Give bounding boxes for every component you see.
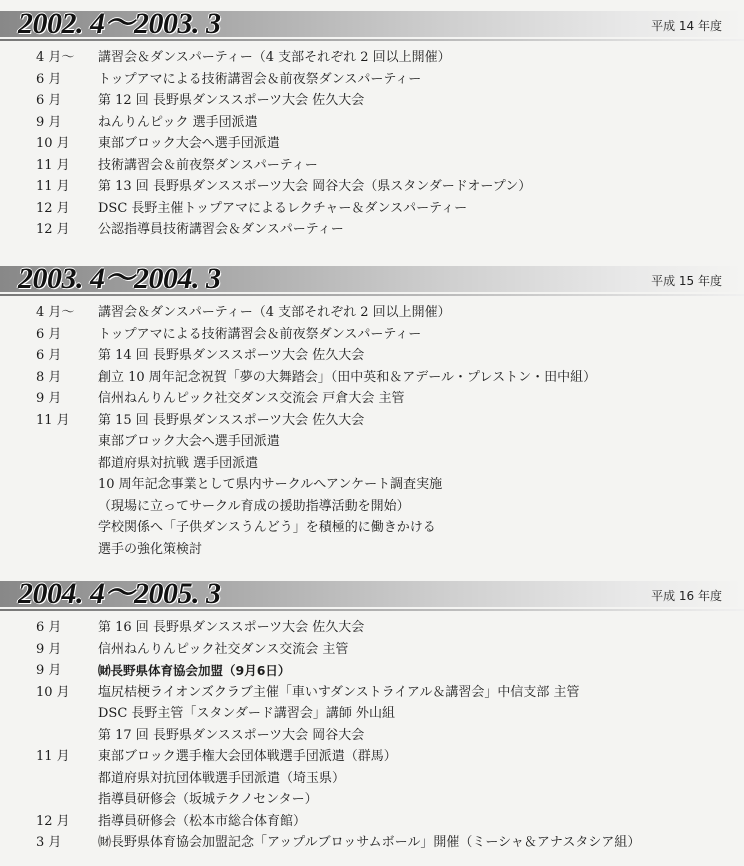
event-row: [0, 431, 744, 453]
section-title: 2003. 4～2004. 3: [18, 262, 221, 295]
event-row: [0, 703, 744, 725]
event-month: 9 月: [36, 663, 62, 678]
event-row: [0, 69, 744, 91]
event-row: [0, 388, 744, 410]
era-label: 平成 16 年度: [651, 589, 722, 603]
event-row: [0, 682, 744, 704]
event-month: 9 月: [36, 641, 62, 657]
event-description: 第 16 回 長野県ダンススポーツ大会 佐久大会: [98, 620, 365, 635]
event-row: [0, 47, 744, 69]
event-description: 第 15 回 長野県ダンススポーツ大会 佐久大会: [98, 412, 365, 428]
event-description: DSC 長野主催トップアマによるレクチャー＆ダンスパーティー: [98, 200, 468, 216]
event-month: 12 月: [36, 200, 70, 216]
event-row: [0, 453, 744, 475]
event-description: 東部ブロック大会へ選手団派遣: [98, 136, 280, 151]
event-description: 信州ねんりんピック社交ダンス交流会 主管: [98, 641, 349, 657]
event-row: [0, 90, 744, 112]
era-label: 平成 14 年度: [651, 19, 722, 33]
event-month: 12 月: [36, 813, 70, 829]
era-label: 平成 15 年度: [651, 274, 722, 288]
event-month: 10 月: [36, 684, 70, 700]
event-month: 4 月～: [36, 50, 75, 65]
event-row: [0, 517, 744, 539]
event-month: 10 月: [36, 136, 70, 151]
event-row: [0, 219, 744, 241]
event-month: 9 月: [36, 114, 62, 130]
event-description: 第 12 回 長野県ダンススポーツ大会 佐久大会: [98, 93, 365, 108]
year-section: [0, 255, 744, 560]
event-row: [0, 539, 744, 561]
event-month: 6 月: [36, 620, 62, 635]
event-month: 6 月: [36, 93, 62, 108]
event-description: 都道府県対抗戦 選手団派遣: [98, 455, 259, 471]
event-description: 都道府県対抗団体戦選手団派遣（埼玉県）: [98, 770, 346, 786]
event-description: ㈶長野県体育協会加盟記念「アップルブロッサムボール」開催（ミーシャ＆アナスタシア組）: [98, 835, 641, 850]
event-month: 11 月: [36, 412, 70, 428]
event-description: 公認指導員技術講習会＆ダンスパーティー: [98, 222, 344, 237]
event-month: 6 月: [36, 348, 62, 363]
event-month: 8 月: [36, 369, 62, 385]
section-header: [0, 570, 744, 610]
event-row: [0, 474, 744, 496]
event-month: 4 月～: [36, 305, 75, 320]
event-row: [0, 746, 744, 768]
event-row: [0, 112, 744, 134]
event-description: ねんりんピック 選手団派遣: [98, 114, 258, 130]
event-row: [0, 725, 744, 747]
event-list: [0, 302, 744, 560]
event-row: [0, 345, 744, 367]
event-row: [0, 617, 744, 639]
event-month: 12 月: [36, 222, 70, 237]
event-row: [0, 832, 744, 854]
event-row: [0, 410, 744, 432]
event-list: [0, 617, 744, 854]
event-description: 技術講習会＆前夜祭ダンスパーティー: [98, 157, 318, 173]
event-description: 塩尻桔梗ライオンズクラブ主催「車いすダンストライアル＆講習会」中信支部 主管: [98, 684, 580, 700]
event-description: 第 14 回 長野県ダンススポーツ大会 佐久大会: [98, 348, 365, 363]
section-header: [0, 0, 744, 40]
event-month: 6 月: [36, 326, 62, 342]
event-month: 3 月: [36, 835, 62, 850]
section-header: [0, 255, 744, 295]
event-row: [0, 198, 744, 220]
event-row: [0, 176, 744, 198]
event-description: DSC 長野主管「スタンダード講習会」講師 外山組: [98, 706, 396, 721]
event-month: 11 月: [36, 179, 70, 194]
event-description: 講習会＆ダンスパーティー（4 支部それぞれ 2 回以上開催）: [98, 50, 451, 65]
event-description: 第 17 回 長野県ダンススポーツ大会 岡谷大会: [98, 727, 365, 743]
event-list: [0, 47, 744, 241]
event-description: 10 周年記念事業として県内サークルへアンケート調査実施: [98, 477, 443, 492]
section-title: 2002. 4～2003. 3: [18, 7, 221, 40]
event-month: 11 月: [36, 157, 70, 173]
year-section: [0, 0, 744, 241]
event-row: [0, 660, 744, 682]
event-description: 第 13 回 長野県ダンススポーツ大会 岡谷大会（県スタンダードオープン）: [98, 179, 532, 194]
event-description: 指導員研修会（松本市総合体育館）: [98, 813, 307, 829]
event-month: 9 月: [36, 391, 62, 406]
event-row: [0, 811, 744, 833]
event-description: 東部ブロック選手権大会団体戦選手団派遣（群馬）: [98, 749, 397, 764]
event-description: トップアマによる技術講習会＆前夜祭ダンスパーティー: [98, 71, 422, 87]
year-section: [0, 570, 744, 854]
event-row: [0, 155, 744, 177]
event-description: （現場に立ってサークル育成の援助指導活動を開始）: [98, 498, 410, 514]
event-description: 講習会＆ダンスパーティー（4 支部それぞれ 2 回以上開催）: [98, 305, 451, 320]
event-description: 指導員研修会（坂城テクノセンター）: [98, 792, 318, 807]
event-description: 学校関係へ「子供ダンスうんどう」を積極的に働きかける: [98, 520, 436, 535]
event-row: [0, 789, 744, 811]
event-month: 6 月: [36, 71, 62, 87]
event-description: 信州ねんりんピック社交ダンス交流会 戸倉大会 主管: [98, 391, 405, 406]
event-row: [0, 367, 744, 389]
event-month: 11 月: [36, 749, 70, 764]
event-description: 選手の強化策検討: [98, 541, 203, 557]
event-row: [0, 768, 744, 790]
section-title: 2004. 4～2005. 3: [18, 577, 221, 610]
event-row: [0, 302, 744, 324]
event-row: [0, 133, 744, 155]
event-row: [0, 639, 744, 661]
event-description: 創立 10 周年記念祝賀「夢の大舞踏会」（田中英和＆アデール・プレストン・田中組）: [98, 369, 597, 385]
event-description: ㈶長野県体育協会加盟（9月6日）: [98, 663, 291, 678]
event-row: [0, 496, 744, 518]
event-row: [0, 324, 744, 346]
event-description: トップアマによる技術講習会＆前夜祭ダンスパーティー: [98, 326, 422, 342]
event-description: 東部ブロック大会へ選手団派遣: [98, 434, 280, 449]
